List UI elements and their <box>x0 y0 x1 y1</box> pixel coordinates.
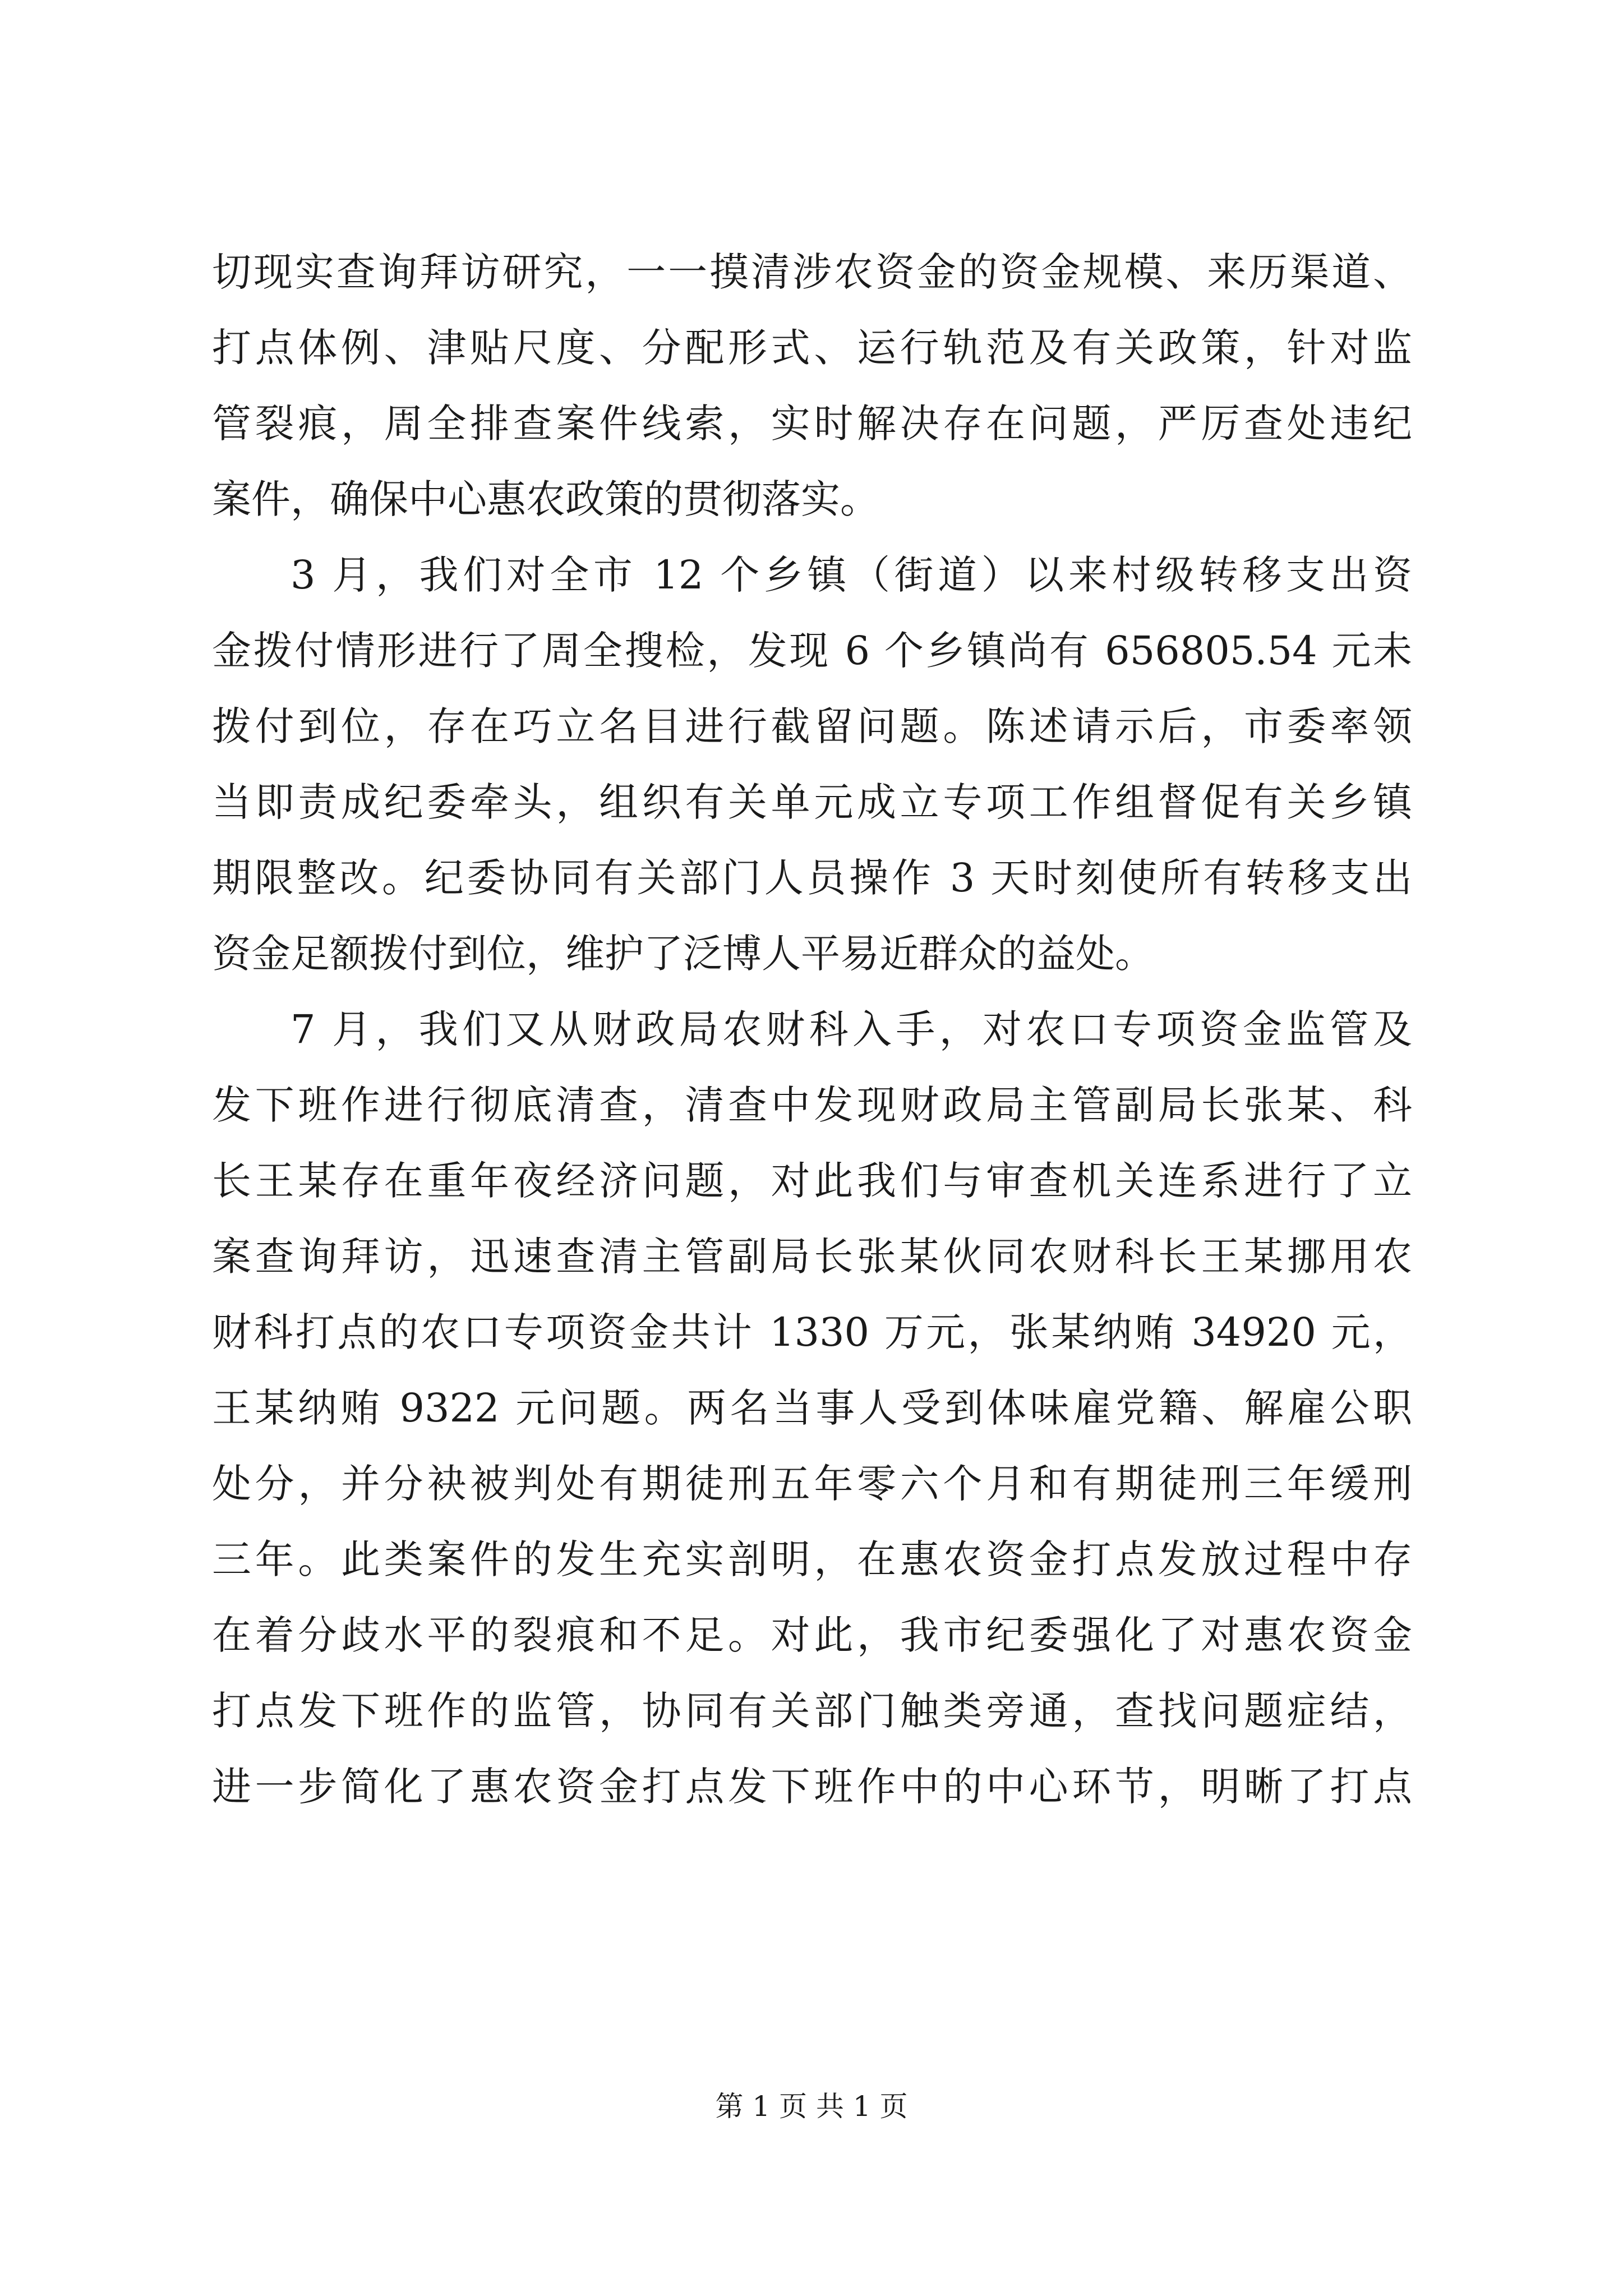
text-line: 切现实查询拜访研究，一一摸清涉农资金的资金规模、来历渠道、 <box>212 249 1412 295</box>
text-line: 期限整改。纪委协同有关部门人员操作 3 天时刻使所有转移支出 <box>212 855 1412 901</box>
text-line: 7 月，我们又从财政局农财科入手，对农口专项资金监管及 <box>291 1006 1412 1052</box>
text-line: 王某纳贿 9322 元问题。两名当事人受到体味雇党籍、解雇公职 <box>212 1385 1412 1431</box>
document-body <box>212 234 1412 1825</box>
text-line: 管裂痕，周全排查案件线索，实时解决存在问题，严厉查处违纪 <box>212 401 1412 447</box>
page-footer <box>0 2084 1623 2124</box>
text-line: 拨付到位，存在巧立名目进行截留问题。陈述请示后，市委率领 <box>212 703 1412 749</box>
text-line: 在着分歧水平的裂痕和不足。对此，我市纪委强化了对惠农资金 <box>212 1612 1412 1658</box>
text-line: 当即责成纪委牵头，组织有关单元成立专项工作组督促有关乡镇 <box>212 779 1412 825</box>
text-line: 打点体例、津贴尺度、分配形式、运行轨范及有关政策，针对监 <box>212 325 1412 371</box>
text-line: 打点发下班作的监管，协同有关部门触类旁通，查找问题症结， <box>212 1688 1412 1734</box>
text-line: 金拨付情形进行了周全搜检，发现 6 个乡镇尚有 656805.54 元未 <box>212 628 1412 674</box>
text-line: 财科打点的农口专项资金共计 1330 万元，张某纳贿 34920 元， <box>212 1309 1412 1355</box>
text-line: 三年。此类案件的发生充实剖明，在惠农资金打点发放过程中存 <box>212 1536 1412 1582</box>
text-line: 长王某存在重年夜经济问题，对此我们与审查机关连系进行了立 <box>212 1158 1412 1204</box>
text-line: 3 月，我们对全市 12 个乡镇（街道）以来村级转移支出资 <box>291 552 1412 598</box>
text-line: 资金足额拨付到位，维护了泛博人平易近群众的益处。 <box>212 931 1154 977</box>
text-line: 进一步简化了惠农资金打点发下班作中的中心环节，明晰了打点 <box>212 1764 1412 1810</box>
text-line: 发下班作进行彻底清查，清查中发现财政局主管副局长张某、科 <box>212 1082 1412 1128</box>
page-number-label: 第 1 页 共 1 页 <box>715 2090 908 2123</box>
text-line: 案件，确保中心惠农政策的贯彻落实。 <box>212 476 879 522</box>
text-line: 案查询拜访，迅速查清主管副局长张某伙同农财科长王某挪用农 <box>212 1234 1412 1280</box>
text-line: 处分，并分袂被判处有期徒刑五年零六个月和有期徒刑三年缓刑 <box>212 1461 1412 1507</box>
